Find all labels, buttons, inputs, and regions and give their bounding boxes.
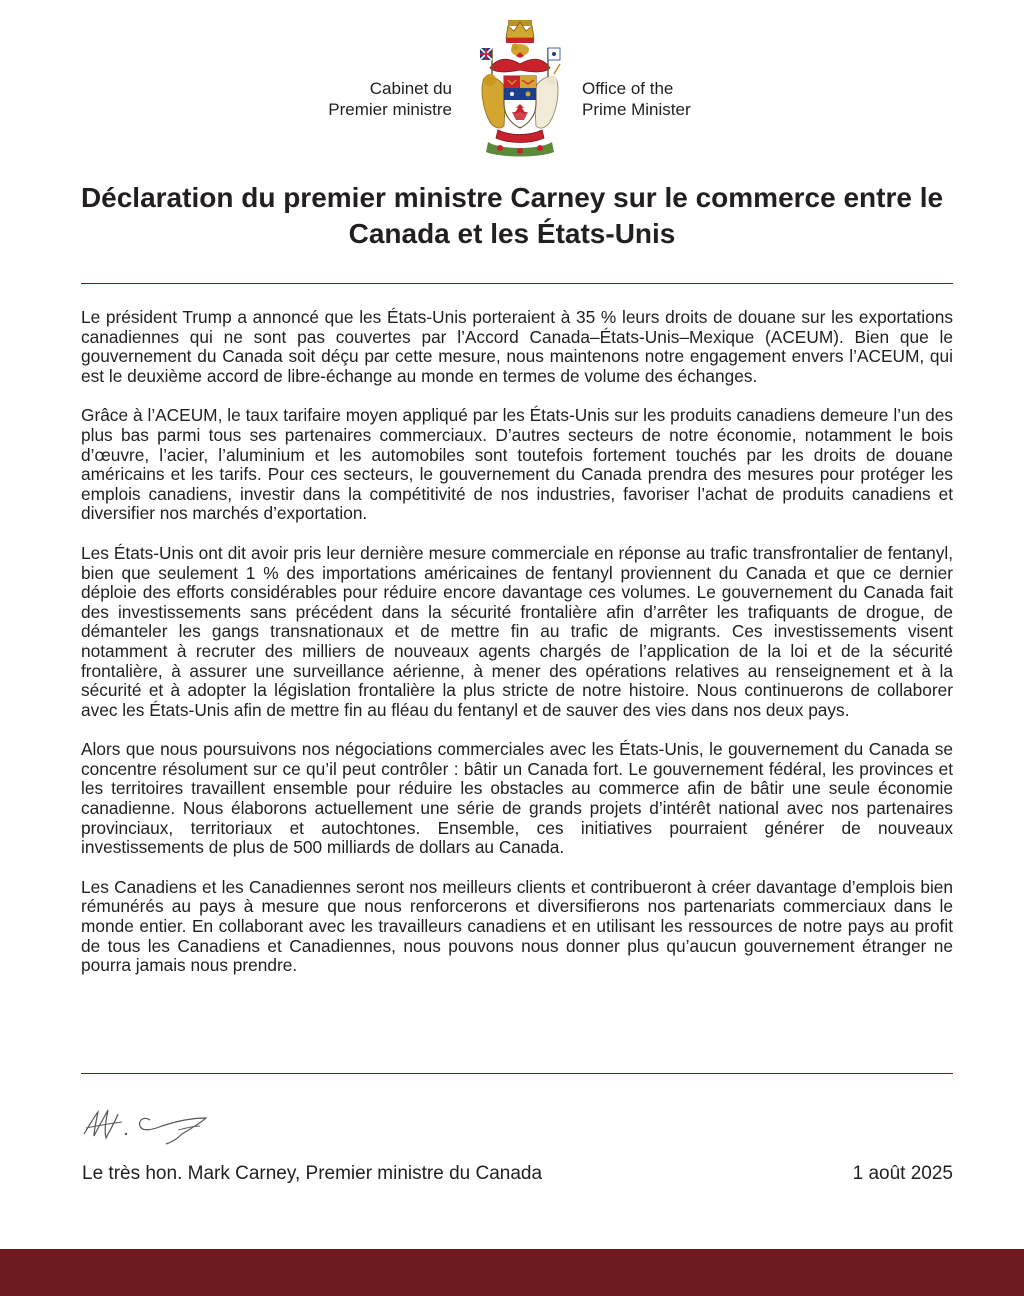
- paragraph-5: Les Canadiens et les Canadiennes seront nos meilleurs clients et contribueront à créer davantage d’emplois bien rémunérés au pays à mesure que nous renforcerons et diversifierons nos partenariats commerciaux dans le monde entier. En collaborant avec les travailleurs canadiens et en utilisant les ressources de notre pays au profit de tous les Canadiens et Canadiennes, nous pouvons nous donner plus qu’aucun gouvernement étranger ne pourra jamais nous prendre.: [81, 876, 953, 976]
- paragraph-4: Alors que nous poursuivons nos négociations commerciales avec les États-Unis, le gouvernement du Canada se concentre résolument sur ce qu’il peut contrôler : bâtir un Canada fort. Le gouvernement fédéral, les provinces et les territoires travaillent ensemble pour réduire les obstacles au commerce afin de bâtir une seule économie canadienne. Nous élaborons actuellement une série de grands projets d’intérêt national avec nos partenaires provinciaux, territoriaux et autochtones. Ensemble, ces initiatives pourraient générer de nouveaux investissements de plus de 500 milliards de dollars au Canada.: [81, 739, 953, 858]
- office-name-fr: [328, 78, 452, 120]
- bottom-divider: [81, 1073, 953, 1074]
- document-title: Déclaration du premier ministre Carney sur le commerce entre le Canada et les États-Unis: [80, 182, 944, 249]
- office-fr-line1: Cabinet du: [369, 79, 452, 98]
- top-divider: [81, 283, 953, 284]
- statement-date: 1 août 2025: [852, 1163, 953, 1184]
- paragraph-2: Grâce à l’ACEUM, le taux tarifaire moyen appliqué par les États-Unis sur les produits canadiens demeure l’un des plus bas parmi tous ses partenaires commerciaux. D’autres secteurs de notre économie, notamment le bois d’œuvre, l’acier, l’aluminium et les automobiles sont toutefois fortement touchés par les droits de douane américains et les tarifs. Pour ces secteurs, le gouvernement du Canada prendra des mesures pour protéger les emplois canadiens, investir dans la compétitivité de nos industries, favoriser l’achat de produits canadiens et diversifier nos marchés d’exportation.: [81, 405, 953, 524]
- office-fr-line2: Premier ministre: [328, 100, 452, 119]
- office-en-line2: Prime Minister: [582, 100, 691, 119]
- statement-body: [81, 308, 953, 996]
- footer-bar: [0, 1249, 1024, 1296]
- coat-of-arms-icon: [470, 18, 570, 158]
- paragraph-3: Les États-Unis ont dit avoir pris leur dernière mesure commerciale en réponse au trafic transfrontalier de fentanyl, bien que seulement 1 % des importations américaines de fentanyl proviennent du Canada et que ce dernier déploie des efforts considérables pour réduire encore davantage ces volumes. Le gouvernement du Canada fait des investissements sans précédent dans la sécurité frontalière afin d’arrêter les trafiquants de drogue, de démanteler les gangs transnationaux et de mettre fin au trafic de migrants. Ces investissements visent notamment à recruter des milliers de nouveaux agents chargés de l’application de la loi et de la sécurité frontalière, à assurer une surveillance aérienne, à mener des opérations relatives au renseignement et à la sécurité et à adopter la législation frontalière la plus stricte de notre histoire. Nous continuerons de collaborer avec les États-Unis afin de mettre fin au fléau du fentanyl et de sauver des vies dans nos deux pays.: [81, 542, 953, 720]
- office-name-en: [582, 78, 691, 120]
- handwritten-signature: [82, 1104, 222, 1148]
- signatory-name: Le très hon. Mark Carney, Premier ministre du Canada: [82, 1163, 543, 1184]
- office-en-line1: Office of the: [582, 79, 674, 98]
- letterhead: [0, 18, 1024, 158]
- paragraph-1: Le président Trump a annoncé que les États-Unis porteraient à 35 % leurs droits de douane sur les exportations canadiennes qui ne sont pas couvertes par l’Accord Canada–États-Unis–Mexique (ACEUM). Bien que le gouvernement du Canada soit déçu par cette mesure, nous maintenons notre engagement envers l’ACEUM, qui est le deuxième accord de libre-échange au monde en termes de volume des échanges.: [81, 307, 953, 386]
